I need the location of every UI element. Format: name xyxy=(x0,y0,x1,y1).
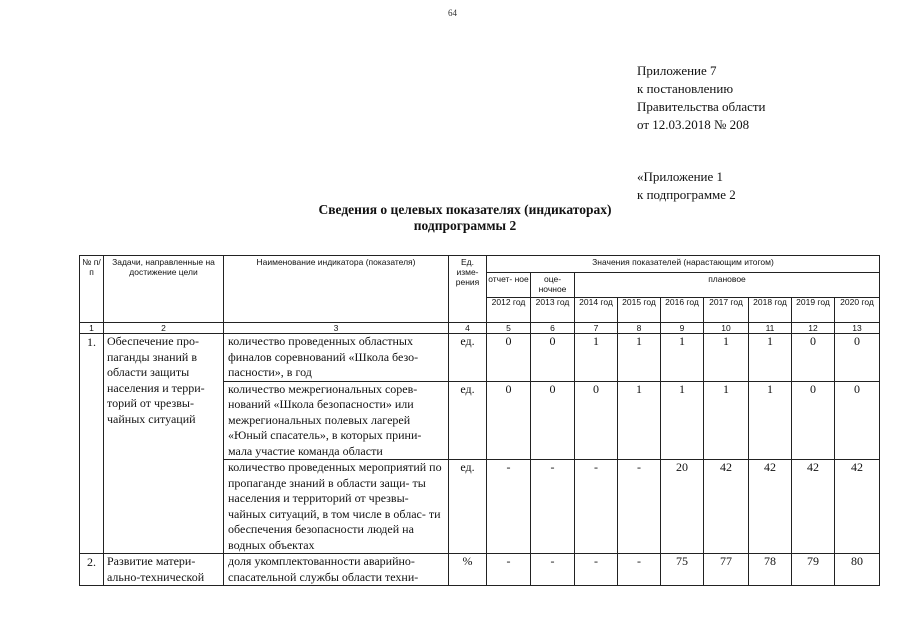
value-cell: 1 xyxy=(749,381,792,460)
value-cell: 0 xyxy=(835,381,880,460)
value-cell: - xyxy=(575,460,618,554)
value-cell: 1 xyxy=(704,381,749,460)
value-cell: 1 xyxy=(575,334,618,382)
value-cell: 80 xyxy=(835,554,880,586)
value-cell: 0 xyxy=(531,381,575,460)
column-number: 11 xyxy=(749,323,792,334)
column-number: 1 xyxy=(80,323,104,334)
value-cell: 0 xyxy=(575,381,618,460)
value-cell: 0 xyxy=(487,381,531,460)
indicator-name: количество межрегиональных сорев- нований «Школа безопасности» или межрегиональных полевых лагерей «Юный спасатель», в которых прини- мала участие команда области xyxy=(224,381,449,460)
value-cell: - xyxy=(487,554,531,586)
appendix-line: Приложение 7 xyxy=(637,63,717,78)
appendix-block xyxy=(637,62,766,204)
table-row xyxy=(80,334,880,382)
task-cell: Обеспечение про- паганды знаний в области защиты населения и терри- торий от чрезвы- чайных ситуаций xyxy=(104,334,224,554)
value-cell: 1 xyxy=(661,381,704,460)
column-number: 6 xyxy=(531,323,575,334)
indicator-name: количество проведенных мероприятий по пропаганде знаний в области защи- ты населения и территорий от чрезвы- чайных ситуаций, в том числе в облас- ти обеспечения безопасности людей на водных объектах xyxy=(224,460,449,554)
header-year: 2019 год xyxy=(792,298,835,323)
value-cell: 1 xyxy=(618,381,661,460)
document-title xyxy=(0,202,905,234)
header-year: 2020 год xyxy=(835,298,880,323)
unit-cell: ед. xyxy=(449,381,487,460)
header-year: 2016 год xyxy=(661,298,704,323)
value-cell: 0 xyxy=(487,334,531,382)
value-cell: 79 xyxy=(792,554,835,586)
value-cell: 20 xyxy=(661,460,704,554)
unit-cell: ед. xyxy=(449,460,487,554)
column-number: 10 xyxy=(704,323,749,334)
unit-cell: ед. xyxy=(449,334,487,382)
title-line-2: подпрограммы 2 xyxy=(413,218,517,233)
row-number: 2. xyxy=(80,554,104,586)
value-cell: 0 xyxy=(792,334,835,382)
header-task: Задачи, направленные на достижение цели xyxy=(104,256,224,323)
column-number: 4 xyxy=(449,323,487,334)
value-cell: - xyxy=(575,554,618,586)
title-line-1: Сведения о целевых показателях (индикаторах) xyxy=(318,202,612,217)
indicators-table xyxy=(79,255,880,586)
header-num: № п/п xyxy=(80,256,104,323)
value-cell: 42 xyxy=(704,460,749,554)
value-cell: 42 xyxy=(835,460,880,554)
indicator-name: доля укомплектованности аварийно- спасательной службы области техни- xyxy=(224,554,449,586)
header-reported: отчет- ное xyxy=(487,273,531,298)
value-cell: 42 xyxy=(792,460,835,554)
column-number: 5 xyxy=(487,323,531,334)
column-number: 8 xyxy=(618,323,661,334)
header-indicator: Наименование индикатора (показателя) xyxy=(224,256,449,323)
header-unit: Ед. изме- рения xyxy=(449,256,487,323)
column-number: 7 xyxy=(575,323,618,334)
value-cell: 75 xyxy=(661,554,704,586)
appendix-line: от 12.03.2018 № 208 xyxy=(637,117,750,132)
value-cell: 0 xyxy=(792,381,835,460)
column-number: 9 xyxy=(661,323,704,334)
column-number: 3 xyxy=(224,323,449,334)
value-cell: 1 xyxy=(704,334,749,382)
value-cell: 1 xyxy=(661,334,704,382)
header-year: 2018 год xyxy=(749,298,792,323)
task-cell: Развитие матери- ально-технической xyxy=(104,554,224,586)
value-cell: - xyxy=(618,460,661,554)
header-year: 2014 год xyxy=(575,298,618,323)
header-values: Значения показателей (нарастающим итогом) xyxy=(487,256,880,273)
header-year: 2012 год xyxy=(487,298,531,323)
value-cell: 77 xyxy=(704,554,749,586)
column-number: 13 xyxy=(835,323,880,334)
sub-appendix-line: «Приложение 1 xyxy=(637,169,724,184)
header-estimated: оце- ночное xyxy=(531,273,575,298)
value-cell: - xyxy=(618,554,661,586)
value-cell: - xyxy=(487,460,531,554)
value-cell: 0 xyxy=(835,334,880,382)
row-number: 1. xyxy=(80,334,104,554)
indicator-name: количество проведенных областных финалов соревнований «Школа безо- пасности», в год xyxy=(224,334,449,382)
header-year: 2015 год xyxy=(618,298,661,323)
unit-cell: % xyxy=(449,554,487,586)
column-number: 12 xyxy=(792,323,835,334)
header-year: 2013 год xyxy=(531,298,575,323)
page-number: 64 xyxy=(448,8,457,18)
value-cell: - xyxy=(531,554,575,586)
value-cell: 0 xyxy=(531,334,575,382)
value-cell: 42 xyxy=(749,460,792,554)
value-cell: - xyxy=(531,460,575,554)
value-cell: 1 xyxy=(618,334,661,382)
sub-appendix-line: к подпрограмме 2 xyxy=(637,187,736,202)
table-row xyxy=(80,554,880,586)
header-planned: плановое xyxy=(575,273,880,298)
column-number: 2 xyxy=(104,323,224,334)
header-year: 2017 год xyxy=(704,298,749,323)
value-cell: 78 xyxy=(749,554,792,586)
appendix-line: Правительства области xyxy=(637,99,766,114)
appendix-line: к постановлению xyxy=(637,81,734,96)
value-cell: 1 xyxy=(749,334,792,382)
